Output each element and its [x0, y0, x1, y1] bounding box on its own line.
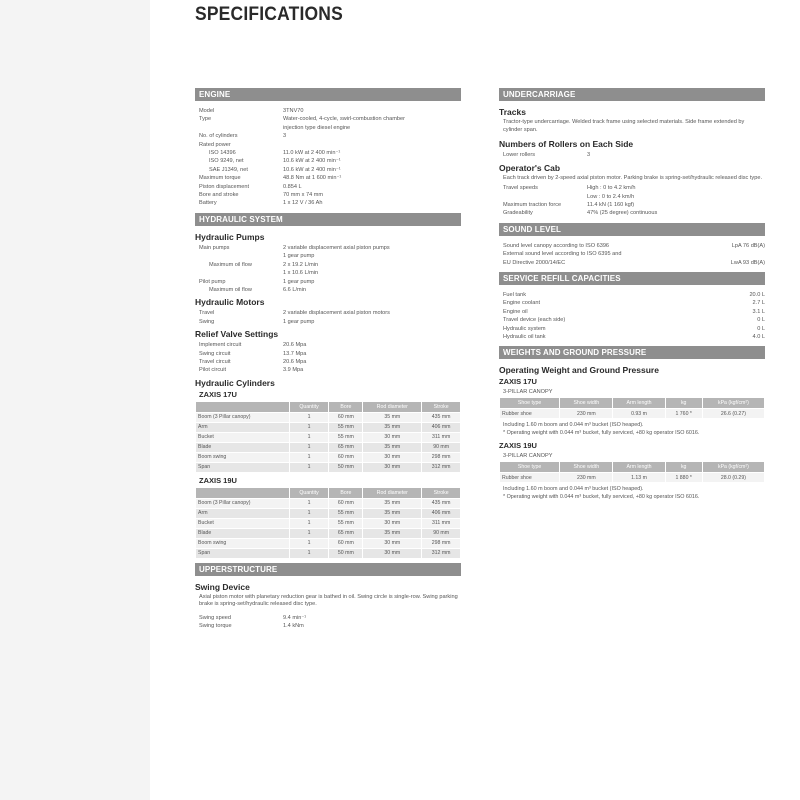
spec-row	[195, 141, 461, 149]
column-header: Shoe width	[560, 398, 613, 409]
table-cell: 35 mm	[363, 422, 422, 432]
spec-label: Travel	[199, 310, 215, 317]
spec-value: 9.4 min⁻¹	[283, 614, 307, 621]
spec-row	[195, 358, 461, 366]
table-header-row	[196, 401, 461, 412]
table-cell: 1	[289, 508, 329, 518]
spec-label: Hydraulic system	[503, 325, 546, 332]
table-cell: 1	[289, 528, 329, 538]
spec-label: Bore and stroke	[199, 192, 239, 199]
spec-label: EU Directive 2000/14/EC	[503, 259, 566, 266]
column-header	[196, 401, 290, 412]
spec-row	[195, 278, 461, 286]
table-cell: 311 mm	[422, 432, 461, 442]
column-header: Stroke	[422, 401, 461, 412]
table-cell: 1	[289, 462, 329, 472]
section-header-refill: SERVICE REFILL CAPACITIES	[499, 272, 765, 285]
zaxis-19u-weight-title: ZAXIS 19U	[499, 441, 537, 451]
zaxis-17u-cyl-title: ZAXIS 17U	[199, 389, 237, 399]
spec-value	[709, 250, 765, 258]
section-header-hydraulic: HYDRAULIC SYSTEM	[195, 213, 461, 226]
zaxis-17u-weight-title: ZAXIS 17U	[499, 377, 537, 387]
table-cell: Boom swing	[196, 538, 290, 548]
table-cell: 1	[289, 518, 329, 528]
table-cell: 312 mm	[422, 462, 461, 472]
column-header: Stroke	[422, 487, 461, 498]
spec-value: 11.4 kN (1 160 kgf)	[587, 202, 635, 208]
spec-label: No. of cylinders	[199, 133, 238, 140]
spec-row	[195, 166, 461, 174]
table-row	[500, 409, 765, 419]
spec-row	[195, 107, 461, 115]
spec-value: 6.6 L/min	[283, 286, 307, 293]
table-cell: 1 880 *	[665, 473, 702, 483]
table-row	[196, 518, 461, 528]
spec-value: 2.7 L	[752, 300, 765, 307]
spec-label: Maximum torque	[199, 175, 241, 182]
spec-row	[195, 622, 461, 630]
table-header-row	[500, 462, 765, 473]
spec-label: Engine oil	[503, 308, 528, 315]
hydraulic-motors-title: Hydraulic Motors	[195, 297, 265, 308]
table-cell: Rubber shoe	[500, 473, 560, 483]
left-column	[195, 88, 461, 631]
table-row	[196, 508, 461, 518]
spec-row	[195, 261, 461, 269]
spec-row	[499, 316, 765, 324]
table-cell: Boom swing	[196, 452, 290, 462]
table-row	[196, 432, 461, 442]
table-cell: Span	[196, 548, 290, 558]
table-cell: 50 mm	[329, 548, 363, 558]
swing-specs	[195, 614, 461, 631]
spec-value	[283, 141, 461, 149]
spec-label: SAE J1349, net	[209, 166, 248, 173]
spec-value: 2 variable displacement axial piston pumps	[283, 244, 390, 251]
spec-label: Maximum traction force	[503, 202, 562, 208]
spec-label: Lower rollers	[503, 152, 536, 159]
column-header: Rod diameter	[363, 401, 422, 412]
spec-value: 3.9 Mpa	[283, 367, 304, 374]
spec-row	[499, 259, 765, 267]
spec-row	[499, 242, 765, 250]
spec-value: 3.1 L	[752, 308, 765, 315]
spec-row	[499, 333, 765, 341]
spec-label	[195, 252, 283, 260]
spec-value: 48.8 Nm at 1 600 min⁻¹	[283, 175, 342, 182]
spec-label: Main pumps	[199, 244, 230, 251]
spec-row	[499, 209, 765, 217]
table-cell: 65 mm	[329, 528, 363, 538]
zaxis-19u-note-2: * Operating weight with 0.044 m³ bucket, fully serviced, +80 kg operator ISO 6016.	[503, 493, 700, 500]
spec-label: Maximum oil flow	[209, 286, 252, 293]
column-header: kg	[665, 462, 702, 473]
spec-label: Implement circuit	[199, 342, 242, 349]
spec-label: External sound level according to ISO 6395 and	[503, 251, 622, 258]
table-cell: Rubber shoe	[500, 409, 560, 419]
table-cell: 1	[289, 498, 329, 508]
table-row	[196, 422, 461, 432]
table-row	[196, 462, 461, 472]
spec-row	[195, 244, 461, 252]
spec-label: ISO 14396	[209, 150, 236, 157]
spec-value: Low : 0 to 2.4 km/h	[587, 193, 635, 200]
refill-specs	[499, 291, 765, 341]
spec-label: Model	[199, 108, 215, 114]
hydraulic-pumps-specs	[195, 244, 461, 294]
spec-value: LpA 76 dB(A)	[731, 242, 765, 249]
zaxis-17u-canopy-label: 3-PILLAR CANOPY	[503, 389, 553, 396]
spec-label: Rated power	[199, 141, 231, 148]
spec-value: 3TNV70	[283, 108, 304, 114]
column-header: Shoe type	[500, 462, 560, 473]
spec-label	[195, 269, 283, 277]
column-header: Arm length	[613, 462, 665, 473]
table-cell: Span	[196, 462, 290, 472]
spec-value: 0 L	[757, 317, 765, 324]
spec-row	[499, 193, 765, 201]
table-cell: 55 mm	[329, 432, 363, 442]
spec-row	[195, 309, 461, 317]
table-cell: Boom (3 Pillar canopy)	[196, 412, 290, 422]
spec-value: 0 L	[757, 325, 765, 332]
spec-value: 10.6 kW at 2 400 min⁻¹	[283, 158, 341, 165]
table-cell: 1	[289, 538, 329, 548]
section-header-undercarriage: UNDERCARRIAGE	[499, 88, 765, 101]
table-row	[196, 498, 461, 508]
column-header: kg	[665, 398, 702, 409]
table-cell: 1	[289, 442, 329, 452]
table-cell: 435 mm	[422, 498, 461, 508]
spec-label: Travel speeds	[503, 185, 538, 192]
spec-row	[195, 269, 461, 277]
table-cell: 230 mm	[560, 409, 613, 419]
table-cell: 406 mm	[422, 422, 461, 432]
zaxis-17u-weight-table	[499, 397, 765, 419]
table-cell: Boom (3 Pillar canopy)	[196, 498, 290, 508]
table-cell: 60 mm	[329, 538, 363, 548]
spec-row	[195, 286, 461, 294]
spec-value: 1 gear pump	[283, 278, 315, 285]
spec-row	[195, 366, 461, 374]
column-header: kPa (kgf/cm²)	[702, 398, 764, 409]
table-cell: Blade	[196, 528, 290, 538]
table-cell: 55 mm	[329, 508, 363, 518]
spec-value: 4.0 L	[752, 334, 765, 341]
spec-row	[195, 174, 461, 182]
spec-value: 1.4 kNm	[283, 623, 304, 630]
column-header: Bore	[329, 401, 363, 412]
table-cell: 1	[289, 548, 329, 558]
table-cell: 50 mm	[329, 462, 363, 472]
zaxis-19u-weight-table	[499, 461, 765, 483]
spec-row	[499, 151, 765, 159]
section-header-upperstructure: UPPERSTRUCTURE	[195, 563, 461, 576]
spec-row	[499, 201, 765, 209]
spec-row	[195, 124, 461, 132]
spec-label: ISO 9249, net	[209, 158, 244, 165]
spec-row	[499, 250, 765, 258]
table-cell: 35 mm	[363, 528, 422, 538]
table-row	[196, 548, 461, 558]
spec-row	[195, 132, 461, 140]
table-cell: 30 mm	[363, 462, 422, 472]
zaxis-19u-cylinder-table	[195, 487, 461, 559]
tracks-text: Tractor-type undercarriage. Welded track frame using selected materials. Side frame extended by cylinder span.	[503, 119, 745, 133]
table-row	[196, 528, 461, 538]
table-cell: Blade	[196, 442, 290, 452]
spec-label	[195, 124, 283, 132]
zaxis-19u-canopy-label: 3-PILLAR CANOPY	[503, 453, 553, 460]
table-cell: 35 mm	[363, 412, 422, 422]
spec-value: 1 gear pump	[283, 253, 315, 260]
spec-label	[499, 193, 587, 201]
spec-value: 2 x 19.2 L/min	[283, 261, 319, 268]
table-cell: 60 mm	[329, 412, 363, 422]
table-cell: 35 mm	[363, 498, 422, 508]
spec-row	[195, 341, 461, 349]
hydraulic-pumps-title: Hydraulic Pumps	[195, 231, 265, 242]
spec-row	[499, 291, 765, 299]
page-title: SPECIFICATIONS	[195, 4, 343, 25]
spec-label: Pilot circuit	[199, 367, 227, 374]
table-row	[196, 538, 461, 548]
spec-row	[195, 199, 461, 207]
table-cell: Bucket	[196, 518, 290, 528]
spec-row	[195, 149, 461, 157]
column-header: Rod diameter	[363, 487, 422, 498]
spec-value: 1 x 10.6 L/min	[283, 270, 319, 277]
spec-row	[195, 350, 461, 358]
table-cell: 406 mm	[422, 508, 461, 518]
table-cell: 1	[289, 412, 329, 422]
sound-specs	[499, 242, 765, 267]
column-header: Bore	[329, 487, 363, 498]
column-header: Arm length	[613, 398, 665, 409]
spec-value: 20.6 Mpa	[283, 342, 307, 349]
table-cell: 30 mm	[363, 518, 422, 528]
spec-row	[499, 184, 765, 192]
spec-value: 3	[283, 133, 287, 140]
spec-value: 70 mm x 74 mm	[283, 192, 324, 199]
column-header	[196, 487, 290, 498]
table-cell: 1	[289, 422, 329, 432]
spec-value: Water-cooled, 4-cycle, swirl-combustion chamber	[283, 116, 405, 123]
table-cell: 35 mm	[363, 508, 422, 518]
spec-value: 11.0 kW at 2 400 min⁻¹	[283, 150, 341, 157]
spec-value: 20.0 L	[749, 292, 765, 299]
section-header-weights: WEIGHTS AND GROUND PRESSURE	[499, 346, 765, 359]
table-cell: 55 mm	[329, 422, 363, 432]
table-cell: 30 mm	[363, 432, 422, 442]
spec-value: 3	[587, 152, 591, 159]
table-cell: 65 mm	[329, 442, 363, 452]
zaxis-17u-note-1: Including 1.60 m boom and 0.044 m³ bucket (ISO heaped).	[503, 422, 644, 429]
engine-specs	[195, 107, 461, 208]
swing-device-text: Axial piston motor with planetary reduction gear is bathed in oil. Swing circle is single-row. Swing parking brake is spring-set/hydraulic released disc type.	[199, 593, 458, 608]
spec-label: Swing circuit	[199, 350, 231, 357]
column-header: Quantity	[289, 487, 329, 498]
table-cell: 28.0 (0.29)	[702, 473, 764, 483]
table-header-row	[500, 398, 765, 409]
spec-value: 47% (25 degree) continuous	[587, 210, 658, 217]
relief-valve-title: Relief Valve Settings	[195, 329, 279, 340]
spec-label: Swing	[199, 318, 215, 325]
table-cell: 435 mm	[422, 412, 461, 422]
table-cell: 1	[289, 432, 329, 442]
table-cell: 35 mm	[363, 442, 422, 452]
table-cell: 30 mm	[363, 452, 422, 462]
spec-row	[195, 183, 461, 191]
spec-row	[195, 115, 461, 123]
table-cell: 60 mm	[329, 452, 363, 462]
spec-label: Travel device (each side)	[503, 317, 566, 324]
zaxis-17u-note-2: * Operating weight with 0.044 m³ bucket, fully serviced, +80 kg operator ISO 6016.	[503, 429, 700, 436]
spec-value: injection type diesel engine	[283, 124, 351, 131]
table-row	[196, 442, 461, 452]
spec-value: 2 variable displacement axial piston motors	[283, 310, 390, 317]
table-row	[196, 452, 461, 462]
spec-label: Piston displacement	[199, 183, 250, 190]
table-cell: 30 mm	[363, 538, 422, 548]
hydraulic-cylinders-title: Hydraulic Cylinders	[195, 377, 275, 388]
spec-row	[195, 252, 461, 260]
spec-label: Engine coolant	[503, 300, 541, 307]
spec-value: 10.6 kW at 2 400 min⁻¹	[283, 166, 341, 173]
table-cell: 298 mm	[422, 452, 461, 462]
table-cell: 26.6 (0.27)	[702, 409, 764, 419]
table-cell: 90 mm	[422, 442, 461, 452]
section-header-engine: ENGINE	[195, 88, 461, 101]
operators-cab-title: Operator's Cab	[499, 162, 561, 173]
table-cell: 311 mm	[422, 518, 461, 528]
travel-specs	[499, 184, 765, 218]
spec-row	[499, 299, 765, 307]
zaxis-19u-cyl-title: ZAXIS 19U	[199, 475, 237, 485]
spec-value: LwA 93 dB(A)	[730, 259, 765, 266]
table-cell: Bucket	[196, 432, 290, 442]
rollers-specs	[499, 151, 765, 159]
spec-row	[499, 325, 765, 333]
spec-value: 1 x 12 V / 36 Ah	[283, 200, 323, 207]
spec-value: 13.7 Mpa	[283, 350, 307, 357]
spec-value: 0.854 L	[283, 183, 302, 190]
table-cell: 230 mm	[560, 473, 613, 483]
spec-label: Sound level canopy according to ISO 6396	[503, 242, 610, 249]
spec-label: Swing torque	[199, 623, 232, 630]
spec-label: Hydraulic oil tank	[503, 334, 546, 341]
column-header: Quantity	[289, 401, 329, 412]
section-header-sound: SOUND LEVEL	[499, 223, 765, 236]
spec-row	[195, 157, 461, 165]
spec-value: 1 gear pump	[283, 318, 315, 325]
spec-value: High : 0 to 4.2 km/h	[587, 185, 636, 192]
column-header: kPa (kgf/cm²)	[702, 462, 764, 473]
table-cell: 0.93 m	[613, 409, 665, 419]
table-cell: 1.13 m	[613, 473, 665, 483]
hydraulic-motors-specs	[195, 309, 461, 326]
spec-label: Battery	[199, 200, 217, 207]
right-column	[499, 88, 765, 505]
zaxis-17u-cylinder-table	[195, 401, 461, 473]
spec-row	[499, 308, 765, 316]
rollers-title: Numbers of Rollers on Each Side	[499, 139, 634, 150]
spec-value: 20.6 Mpa	[283, 358, 307, 365]
table-cell: 60 mm	[329, 498, 363, 508]
table-row	[196, 412, 461, 422]
spec-label: Maximum oil flow	[209, 261, 252, 268]
relief-valve-specs	[195, 341, 461, 375]
table-cell: 1 760 *	[665, 409, 702, 419]
operators-cab-text: Each track driven by 2-speed axial piston motor. Parking brake is spring-set/hydraulic released disc type.	[503, 174, 762, 181]
table-cell: 90 mm	[422, 528, 461, 538]
spec-label: Swing speed	[199, 614, 232, 621]
table-cell: Arm	[196, 508, 290, 518]
tracks-title: Tracks	[499, 107, 526, 117]
column-header: Shoe width	[560, 462, 613, 473]
spec-label: Gradeability	[503, 210, 533, 217]
spec-row	[195, 318, 461, 326]
table-row	[500, 473, 765, 483]
spec-label: Travel circuit	[199, 358, 231, 365]
spec-label: Pilot pump	[199, 278, 226, 285]
operating-weight-title: Operating Weight and Ground Pressure	[499, 365, 659, 376]
table-cell: 312 mm	[422, 548, 461, 558]
spec-row	[195, 191, 461, 199]
zaxis-19u-note-1: Including 1.60 m boom and 0.044 m³ bucket (ISO heaped).	[503, 486, 644, 493]
table-cell: 1	[289, 452, 329, 462]
table-cell: 55 mm	[329, 518, 363, 528]
spec-label: Fuel tank	[503, 292, 527, 299]
spec-row	[195, 614, 461, 622]
table-cell: Arm	[196, 422, 290, 432]
column-header: Shoe type	[500, 398, 560, 409]
table-cell: 30 mm	[363, 548, 422, 558]
table-header-row	[196, 487, 461, 498]
table-cell: 298 mm	[422, 538, 461, 548]
swing-device-title: Swing Device	[195, 581, 250, 592]
spec-label: Type	[199, 116, 212, 123]
